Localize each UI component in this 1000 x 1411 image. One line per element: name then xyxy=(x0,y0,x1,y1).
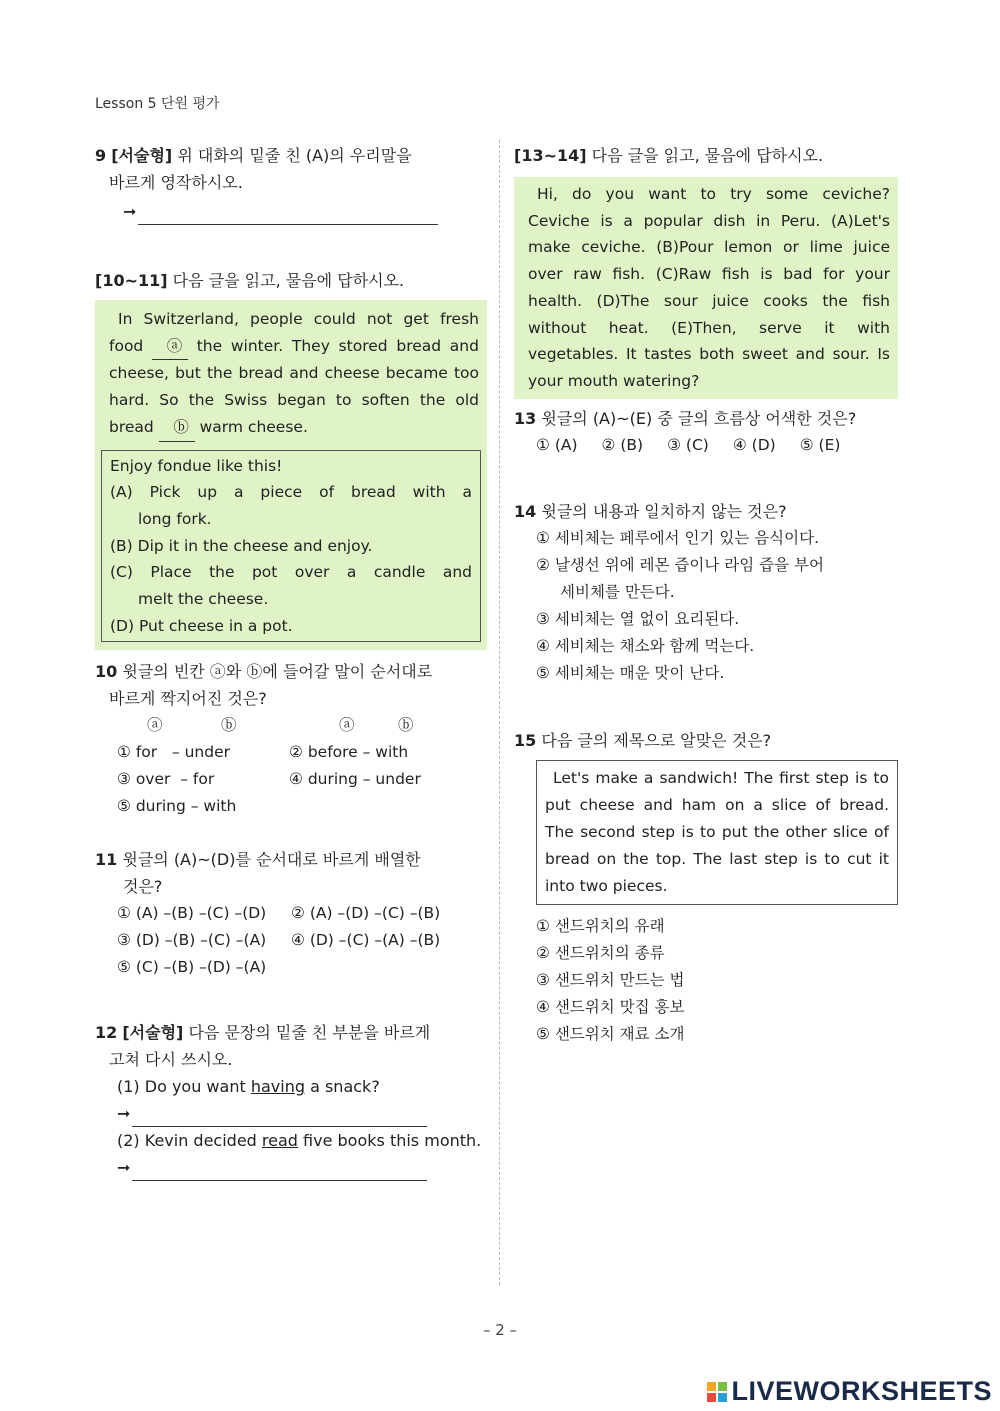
option-5[interactable]: ⑤ 세비체는 매운 맛이 난다. xyxy=(536,663,725,682)
group-instruction-13-14 xyxy=(514,142,898,169)
question-text: 다음 글의 제목으로 알맞은 것은? xyxy=(541,730,772,750)
question-text: 윗글의 빈칸 ⓐ와 ⓑ에 들어갈 말이 순서대로 xyxy=(122,662,433,682)
option-2[interactable]: ② (B) xyxy=(601,435,644,454)
options-10 xyxy=(95,739,487,820)
box-title: Enjoy fondue like this! xyxy=(110,456,283,475)
blank-a: ⓐ xyxy=(152,333,188,361)
answer-line-9[interactable] xyxy=(123,198,487,225)
question-text-cont: 것은? xyxy=(123,877,163,897)
sentence-part: (2) Kevin decided xyxy=(117,1131,257,1151)
option-2[interactable]: ② 샌드위치의 종류 xyxy=(536,943,665,962)
option-5[interactable]: ⑤ during – with xyxy=(117,797,237,816)
column-divider xyxy=(499,140,500,1285)
header-b: ⓑ xyxy=(221,716,237,735)
option-2[interactable]: ② before – with xyxy=(289,743,409,762)
arrow-icon: ➞ xyxy=(123,202,137,221)
option-1[interactable]: ① (A) –(B) –(C) –(D) xyxy=(117,904,267,923)
right-column xyxy=(514,142,898,1048)
sentence-part: five books this month. xyxy=(303,1131,482,1151)
option-headers xyxy=(95,712,487,739)
option-3[interactable]: ③ (D) –(B) –(C) –(A) xyxy=(117,931,267,950)
options-13 xyxy=(514,432,898,459)
option-1[interactable]: ① for – under xyxy=(117,743,230,762)
passage-fondue xyxy=(95,300,487,650)
option-5[interactable]: ⑤ (E) xyxy=(799,435,841,454)
page-header: Lesson 5 단원 평가 xyxy=(95,96,220,112)
logo-text: LIVEWORKSHEETS xyxy=(731,1376,992,1406)
option-2-cont: 세비체를 만든다. xyxy=(560,582,675,601)
option-1[interactable]: ① (A) xyxy=(536,435,578,454)
passage-sandwich: Let's make a sandwich! The first step is to put cheese and ham on a slice of bread. The second step is to put the other slice of bread on the top. The last step is to cut it into two pieces. xyxy=(536,760,898,905)
option-2[interactable]: ② 날생선 위에 레몬 즙이나 라임 즙을 부어 xyxy=(536,555,824,574)
step-a-cont: long fork. xyxy=(138,509,212,528)
group-label: [10~11] xyxy=(95,271,168,290)
options-15 xyxy=(514,913,898,1048)
answer-line-12-2[interactable] xyxy=(117,1154,487,1181)
question-number: 15 xyxy=(514,730,537,750)
question-15 xyxy=(514,727,898,754)
header-a: ⓐ xyxy=(147,716,163,735)
group-instruction: 다음 글을 읽고, 물음에 답하시오. xyxy=(172,271,405,290)
option-3[interactable]: ③ over – for xyxy=(117,770,215,789)
question-text-cont: 바르게 짝지어진 것은? xyxy=(109,689,267,709)
question-tag: [서술형] xyxy=(122,1023,184,1043)
arrow-icon: ➞ xyxy=(117,1104,131,1124)
question-text: 윗글의 (A)~(D)를 순서대로 바르게 배열한 xyxy=(122,850,421,870)
option-3[interactable]: ③ 세비체는 열 없이 요리된다. xyxy=(536,609,740,628)
option-5[interactable]: ⑤ (C) –(B) –(D) –(A) xyxy=(117,958,267,977)
option-4[interactable]: ④ 세비체는 채소와 함께 먹는다. xyxy=(536,636,755,655)
sentence-1 xyxy=(95,1073,487,1100)
passage-part: warm cheese. xyxy=(199,417,308,436)
blank-b: ⓑ xyxy=(159,414,195,442)
question-number: 14 xyxy=(514,501,537,521)
passage-text xyxy=(109,306,479,442)
option-4[interactable]: ④ (D) –(C) –(A) –(B) xyxy=(291,931,441,950)
header-b: ⓑ xyxy=(398,716,414,735)
question-number: 9 xyxy=(95,146,107,165)
question-text: 윗글의 내용과 일치하지 않는 것은? xyxy=(541,501,787,521)
group-label: [13~14] xyxy=(514,146,587,165)
option-2[interactable]: ② (A) –(D) –(C) –(B) xyxy=(291,904,441,923)
logo-icon xyxy=(707,1382,727,1402)
step-d: (D) Put cheese in a pot. xyxy=(110,616,293,635)
sentence-part: a snack? xyxy=(310,1077,380,1097)
step-a: (A) Pick up a piece of bread with a xyxy=(110,483,472,502)
left-column xyxy=(95,142,487,1181)
question-number: 10 xyxy=(95,662,118,682)
options-11 xyxy=(95,900,487,981)
question-text-cont: 고쳐 다시 쓰시오. xyxy=(109,1050,233,1070)
question-12 xyxy=(95,1019,487,1046)
option-1[interactable]: ① 세비체는 페루에서 인기 있는 음식이다. xyxy=(536,528,820,547)
answer-blank[interactable] xyxy=(138,206,438,225)
arrow-icon: ➞ xyxy=(117,1158,131,1178)
passage-ceviche: Hi, do you want to try some ceviche? Ceviche is a popular dish in Peru. (A)Let's make ceviche. (B)Pour lemon or lime juice over raw fish. (C)Raw fish is bad for your health. (D)The sour juice cooks the fish without heat. (E)Then, serve it with vegetables. It tastes both sweet and sour. Is your mouth watering? xyxy=(514,177,898,399)
question-text: 위 대화의 밑줄 친 (A)의 우리말을 xyxy=(177,146,412,165)
answer-blank[interactable] xyxy=(132,1162,427,1181)
answer-line-12-1[interactable] xyxy=(117,1100,487,1127)
question-10 xyxy=(95,658,487,685)
step-b: (B) Dip it in the cheese and enjoy. xyxy=(110,536,373,555)
question-number: 13 xyxy=(514,408,537,428)
option-4[interactable]: ④ 샌드위치 맛집 홍보 xyxy=(536,997,685,1016)
group-instruction: 다음 글을 읽고, 물음에 답하시오. xyxy=(591,146,824,165)
header-a: ⓐ xyxy=(339,716,355,735)
question-text: 다음 문장의 밑줄 친 부분을 바르게 xyxy=(188,1023,431,1043)
underlined-word: read xyxy=(261,1131,298,1151)
sentence-part: (1) Do you want xyxy=(117,1077,246,1097)
question-tag: [서술형] xyxy=(111,146,173,165)
question-9 xyxy=(95,142,487,169)
option-4[interactable]: ④ during – under xyxy=(289,770,421,789)
option-3[interactable]: ③ 샌드위치 만드는 법 xyxy=(536,970,685,989)
sentence-2 xyxy=(95,1127,487,1154)
question-text: 윗글의 (A)~(E) 중 글의 흐름상 어색한 것은? xyxy=(541,408,857,428)
question-11 xyxy=(95,846,487,873)
answer-blank[interactable] xyxy=(132,1108,427,1127)
step-c: (C) Place the pot over a candle and xyxy=(110,563,472,582)
question-13 xyxy=(514,405,898,432)
option-1[interactable]: ① 샌드위치의 유래 xyxy=(536,916,665,935)
group-instruction-10-11 xyxy=(95,267,487,294)
option-4[interactable]: ④ (D) xyxy=(732,435,776,454)
question-text-cont: 바르게 영작하시오. xyxy=(109,173,243,192)
passage-part: In Switzerland, people could not get fresh food xyxy=(109,310,479,355)
options-14 xyxy=(514,525,898,687)
option-3[interactable]: ③ (C) xyxy=(667,435,709,454)
question-number: 12 xyxy=(95,1023,118,1043)
question-14 xyxy=(514,498,898,525)
liveworksheets-logo[interactable] xyxy=(707,1376,992,1407)
step-c-cont: melt the cheese. xyxy=(138,590,269,609)
option-5[interactable]: ⑤ 샌드위치 재료 소개 xyxy=(536,1024,685,1043)
fondue-steps-box xyxy=(101,450,481,643)
passage-part: the winter. They stored bread and cheese, but the bread and cheese became too hard. So the Swiss began to soften the old bread xyxy=(109,336,479,436)
underlined-word: having xyxy=(250,1077,305,1097)
page-number: – 2 – xyxy=(482,1321,518,1339)
question-number: 11 xyxy=(95,850,118,870)
